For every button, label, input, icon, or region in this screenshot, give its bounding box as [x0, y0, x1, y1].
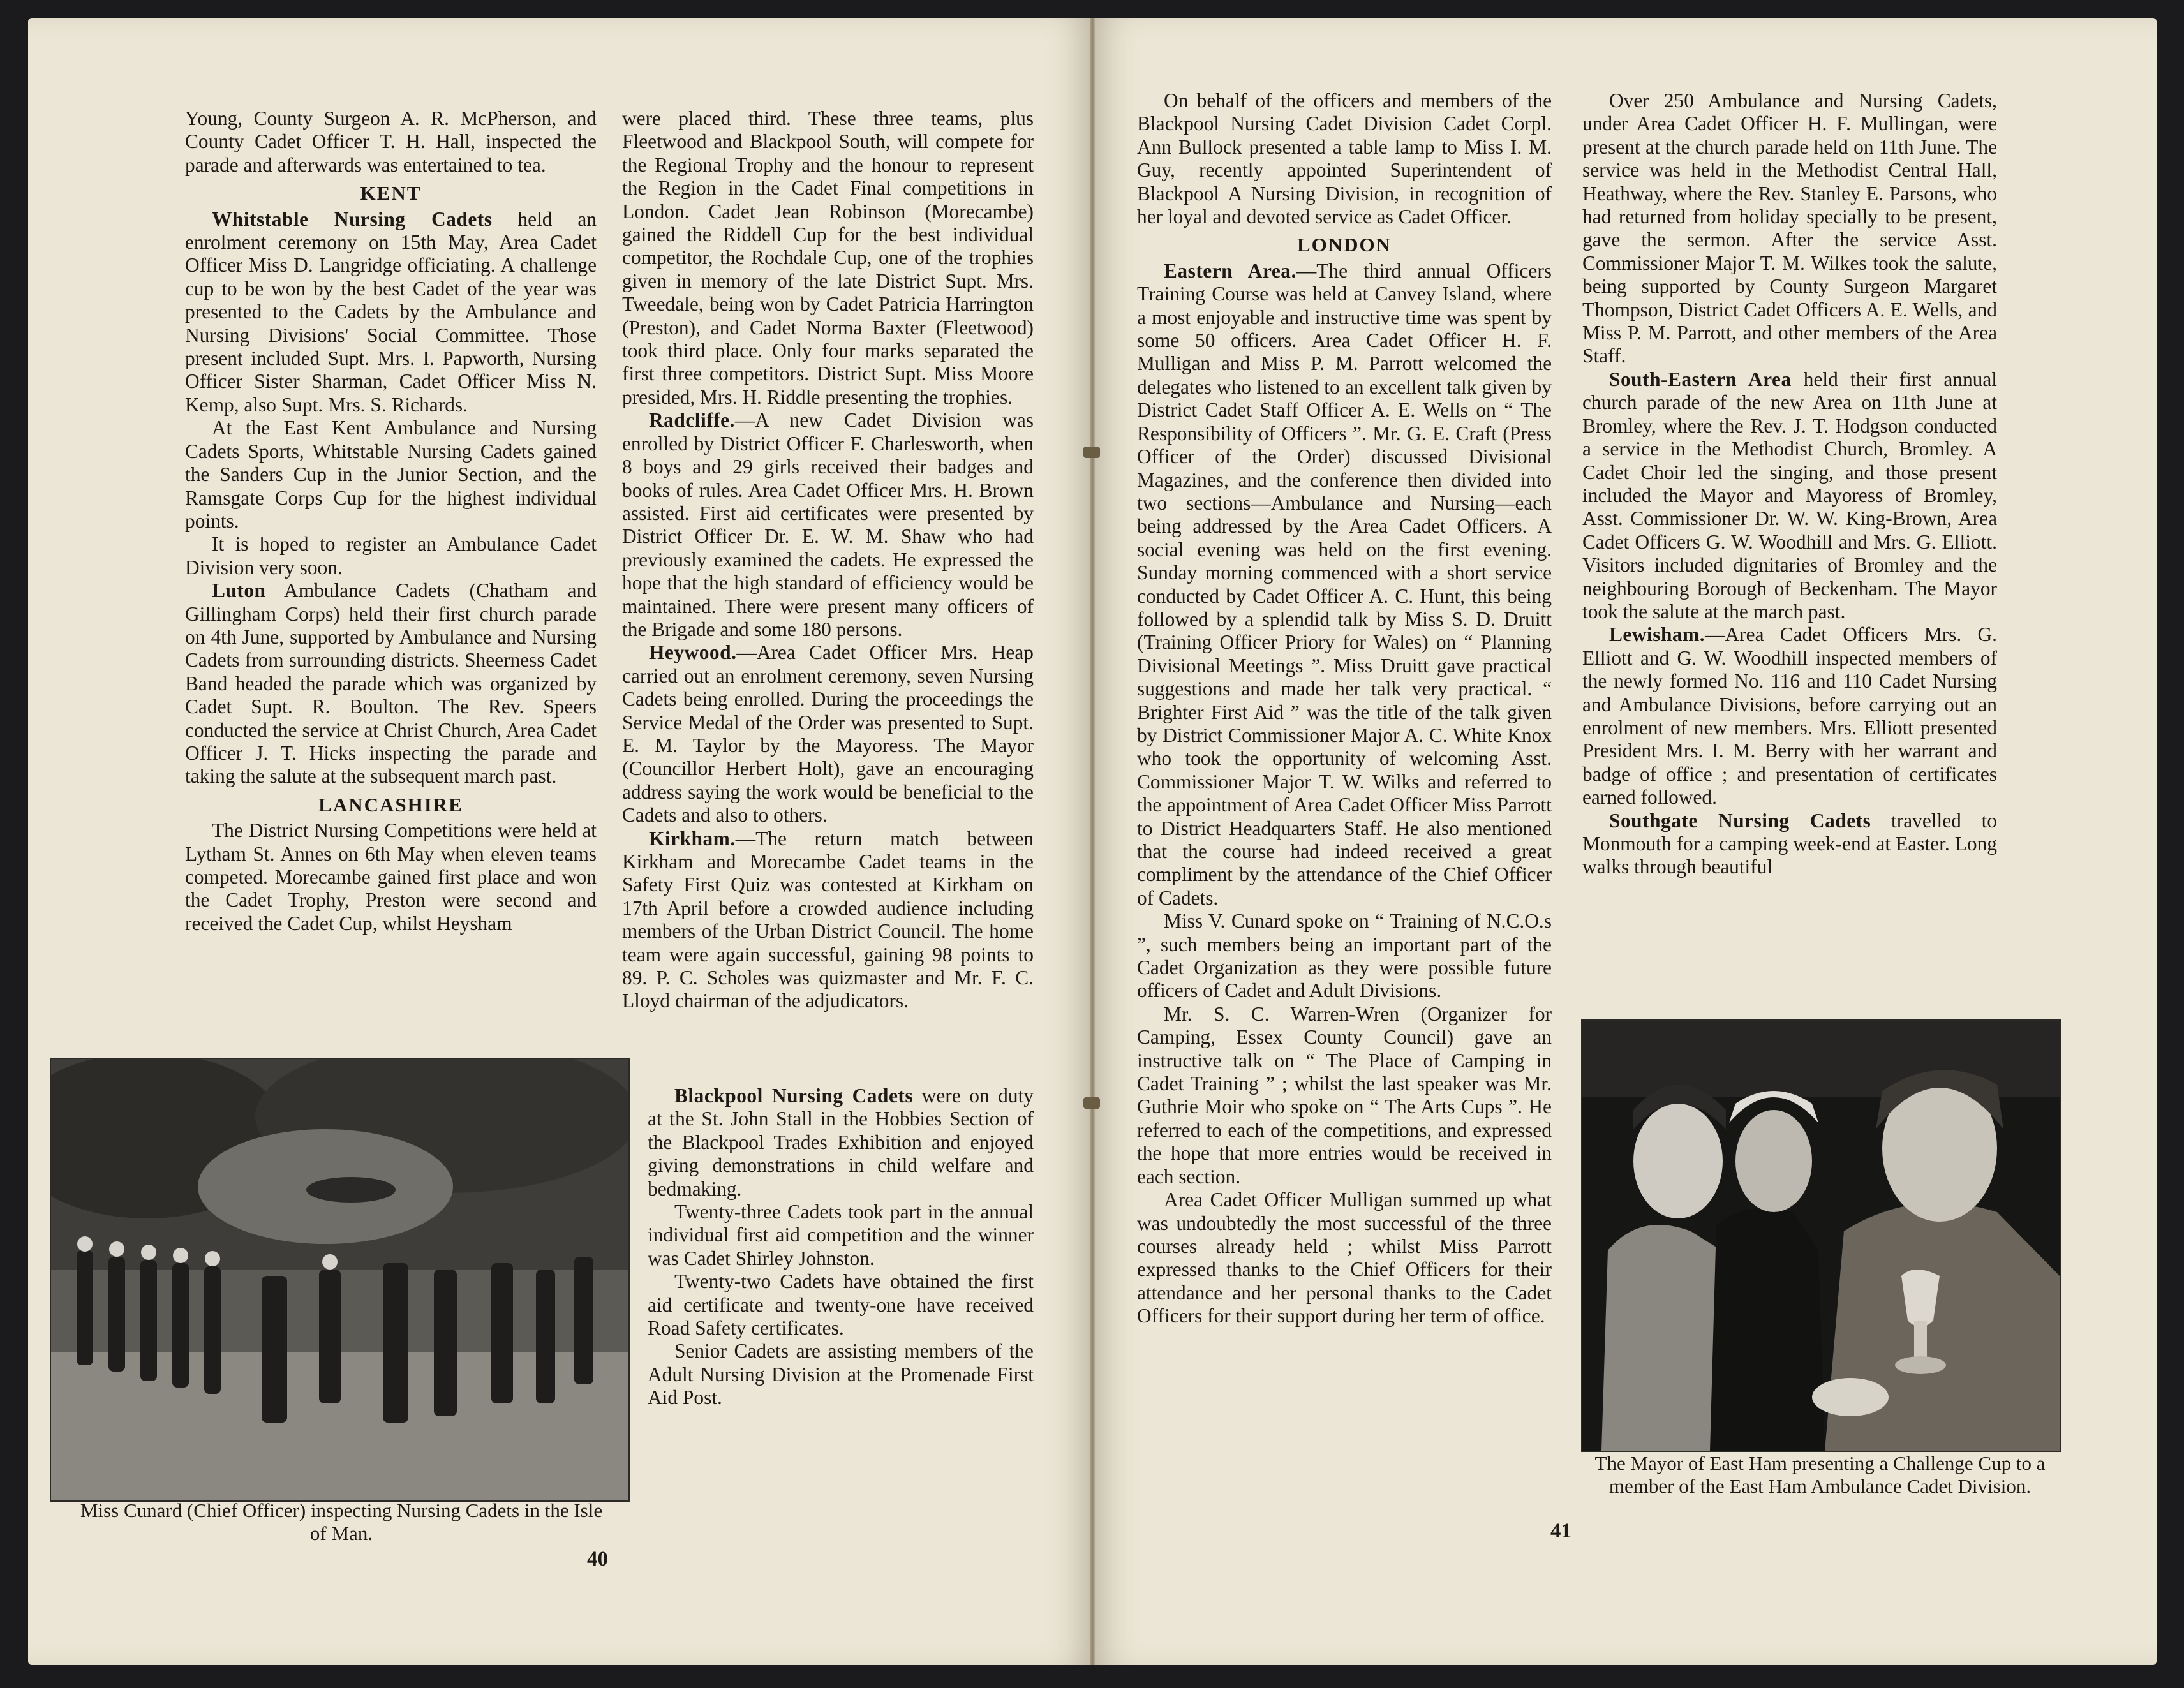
paragraph [185, 208, 597, 417]
left-column-2 [622, 107, 1034, 1013]
paragraph: It is hoped to register an Ambulance Cadet Division very soon. [185, 533, 597, 579]
paragraph-text: held their first annual church parade of the new Area on 11th June at Bromley, where the Rev. J. T. Hodgson conducted a service in the Methodist Church, Bromley. A Cadet Choir led the singing, and those present included the Mayor and Mayoress of Bromley, Asst. Commissioner Dr. W. W. King-Brown, Area Cadet Officers G. W. Woodhill and Mrs. G. Elliott. Visitors included dignitaries of Bromley and the neighbouring Borough of Beckenham. The Mayor took the salute at the march past. [1582, 367, 1997, 623]
paragraph: Twenty-two Cadets have obtained the first aid certificate and twenty-one have received Road Safety certificates. [648, 1270, 1034, 1340]
paragraph [1582, 623, 1997, 809]
lead-in: South-Eastern Area [1609, 367, 1792, 390]
lead-in: Blackpool Nursing Cadets [674, 1085, 914, 1107]
right-column-2 [1582, 89, 1997, 879]
paragraph [622, 827, 1034, 1013]
staple-bottom [1083, 1097, 1100, 1109]
paragraph [622, 641, 1034, 827]
lead-in: Radcliffe. [649, 409, 735, 432]
paragraph [648, 1085, 1034, 1201]
section-heading-london: LONDON [1296, 233, 1392, 256]
paragraph [622, 409, 1034, 641]
paragraph: were placed third. These three teams, plus Fleetwood and Blackpool South, will compete for the Regional Trophy and the honour to represent the Region in the Cadet Final competitions in London. Cadet Jean Robinson (Morecambe) gained the Riddell Cup for the best individual competitor, the Rochdale Cup, one of the trophies given in memory of the late District Supt. Mrs. Tweedale, being won by Cadet Patricia Harrington (Preston), and Cadet Norma Baxter (Fleetwood) took third place. Only four marks separated the first three competitors. District Supt. Miss Moore presided, Mrs. H. Riddle presenting the trophies. [622, 107, 1034, 408]
paragraph-text: —The third annual Officers Training Course was held at Canvey Island, where a most enjoyable and instructive time was spent by some 50 officers. Area Cadet Officer H. F. Mulligan and Miss P. M. Parrott welcomed the delegates who listened to an excellent talk given by District Cadet Staff Officer A. E. Wells on “ The Responsibility of Officers ”. Mr. G. E. Craft (Press Officer of the Order) discussed Divisional Magazines, and the conference then divided into two sections—Ambulance and Nursing—each being addressed by the Area Cadet Officers. A social evening was held on the first evening. Sunday morning commenced with a short service conducted by Cadet Officer A. C. Hunt, this being followed by a splendid talk by Miss S. D. Druitt (Training Officer Priory for Wales) on “ Planning Divisional Meetings ”. Miss Druitt gave practical suggestions and made her talk very practical. “ Brighter First Aid ” was the title of the talk given by District Commissioner Major A. C. White Knox who took the opportunity of welcoming Asst. Commissioner Major T. W. Wilks and referred to the appointment of Area Cadet Officer Miss Parrott to District Headquarters Staff. He also mentioned that the course had indeed received a great compliment by the attendance of the Chief Officer of Cadets. [1137, 259, 1552, 909]
paragraph-text: —A new Cadet Division was enrolled by District Officer F. Charlesworth, when 8 boys and 29 girls received their badges and books of rules. Area Cadet Officer Mrs. H. Brown assisted. First aid certificates were presented by District Officer Dr. E. W. M. Shaw who had previously examined the cadets. He expressed the hope that the high standard of efficiency would be maintained. There were present many officers of the Brigade and some 180 persons. [622, 409, 1034, 640]
section-heading-lancashire: LANCASHIRE [318, 793, 463, 816]
paragraph [1582, 810, 1997, 879]
page-number-left: 40 [587, 1548, 608, 1571]
paragraph-text: —The return match between Kirkham and Morecambe Cadet teams in the Safety First Quiz was contested at Kirkham on 17th April before a crowded audience including members of the Urban District Council. The home team were again successful, gaining 98 points to 89. P. C. Scholes was quizmaster and Mr. F. C. Lloyd chairman of the adjudicators. [622, 827, 1034, 1012]
paragraph-text: Ambulance Cadets (Chatham and Gillingham Corps) held their first church parade on 4th June, supported by Ambulance and Nursing Cadets from surrounding districts. Sheerness Cadet Band headed the parade which was organized by Cadet Supt. R. Boulton. The Rev. Speers conducted the service at Christ Church, Area Cadet Officer J. T. Hicks inspecting the parade and taking the salute at the subsequent march past. [185, 579, 597, 788]
lead-in: Kirkham. [649, 827, 736, 850]
lead-in: Lewisham. [1609, 623, 1705, 646]
photo-parade-image [51, 1059, 628, 1500]
page-number-right: 41 [1550, 1520, 1571, 1543]
paragraph [1582, 368, 1997, 623]
paragraph [185, 579, 597, 788]
paragraph-text: were on duty at the St. John Stall in the Hobbies Section of the Blackpool Trades Exhibition and enjoyed giving demonstrations in child welfare and bedmaking. [648, 1085, 1034, 1200]
paragraph: Twenty-three Cadets took part in the annual individual first aid competition and the winner was Cadet Shirley Johnston. [648, 1201, 1034, 1270]
section-heading-kent: KENT [360, 182, 422, 205]
left-column-2-lower [648, 1085, 1034, 1410]
lead-in: Luton [212, 579, 266, 602]
paragraph [1137, 260, 1552, 910]
lead-in: Heywood. [649, 641, 737, 664]
paragraph: Senior Cadets are assisting members of the Adult Nursing Division at the Promenade First Aid Post. [648, 1340, 1034, 1409]
paragraph-text: held an enrolment ceremony on 15th May, Area Cadet Officer Miss D. Langridge officiating. A challenge cup to be won by the best Cadet of the year was presented to the Cadets by the Ambulance and Nursing Divisions' Social Committee. Those present included Supt. Mrs. I. Papworth, Nursing Officer Sister Sharman, Cadet Officer Miss N. Kemp, also Supt. Mrs. S. Richards. [185, 207, 597, 416]
photo-challenge-cup-image [1582, 1021, 2060, 1451]
spine-gutter [1090, 18, 1095, 1665]
paragraph: On behalf of the officers and members of the Blackpool Nursing Cadet Division Cadet Corpl. Ann Bullock presented a table lamp to Miss I. M. Guy, recently appointed Superintendent of Blackpool A Nursing Division, in recognition of her loyal and devoted service as Cadet Officer. [1137, 89, 1552, 228]
paragraph: Young, County Surgeon A. R. McPherson, and County Cadet Officer T. H. Hall, inspected the parade and afterwards was entertained to tea. [185, 107, 597, 176]
staple-top [1083, 447, 1100, 458]
paragraph: Area Cadet Officer Mulligan summed up what was undoubtedly the most successful of the three courses already held ; whilst Miss Parrott expressed thanks to the Chief Officers for their attendance and her personal thanks to the Cadet Officers for their support during her term of office. [1137, 1188, 1552, 1328]
paragraph: At the East Kent Ambulance and Nursing Cadets Sports, Whitstable Nursing Cadets gained the Sanders Cup in the Junior Section, and the Ramsgate Corps Cup for the highest individual points. [185, 417, 597, 532]
photo-challenge-cup [1581, 1019, 2061, 1452]
caption-right-photo: The Mayor of East Ham presenting a Challenge Cup to a member of the East Ham Ambulance Cadet Division. [1594, 1452, 2046, 1497]
left-column-1 [185, 107, 597, 935]
paragraph: Mr. S. C. Warren-Wren (Organizer for Camping, Essex County Council) gave an instructive talk on “ The Place of Camping in Cadet Training ” ; whilst the last speaker was Mr. Guthrie Moir who spoke on “ The Arts Cups ”. He referred to each of the competitions, and expressed the hope that more entries would be received in each section. [1137, 1002, 1552, 1188]
lead-in: Southgate Nursing Cadets [1609, 809, 1871, 832]
right-column-1 [1137, 89, 1552, 1328]
paragraph-text: —Area Cadet Officer Mrs. Heap carried out an enrolment ceremony, seven Nursing Cadets being enrolled. During the proceedings the Service Medal of the Order was presented to Supt. E. M. Taylor by the Mayoress. The Mayor (Councillor Herbert Holt), gave an encouraging address saying the work would be beneficial to the Cadets and also to others. [622, 641, 1034, 827]
lead-in: Whitstable Nursing Cadets [212, 207, 493, 230]
caption-left-photo: Miss Cunard (Chief Officer) inspecting Nursing Cadets in the Isle of Man. [80, 1499, 603, 1544]
paragraph: Miss V. Cunard spoke on “ Training of N.C.O.s ”, such members being an important part of the Cadet Organization as they were possible future officers of Cadet and Adult Divisions. [1137, 910, 1552, 1002]
lead-in: Eastern Area. [1164, 259, 1296, 282]
paragraph: Over 250 Ambulance and Nursing Cadets, under Area Cadet Officer H. F. Mullingan, were present at the church parade held on 11th June. The service was held in the Methodist Central Hall, Heathway, where the Rev. Stanley E. Parsons, who had returned from holiday specially to be present, gave the sermon. After the service Asst. Commissioner Major T. M. Wilkes took the salute, being supported by County Surgeon Margaret Thompson, District Cadet Officers A. E. Wells, and Miss P. M. Parrott, and other members of the Area Staff. [1582, 89, 1997, 367]
photo-parade-inspection [50, 1058, 630, 1502]
paragraph: The District Nursing Competitions were held at Lytham St. Annes on 6th May when eleven teams competed. Morecambe gained first place and won the Cadet Trophy, Preston were second and received the Cadet Cup, whilst Heysham [185, 819, 597, 935]
paragraph-text: travelled to Monmouth for a camping week-end at Easter. Long walks through beautiful [1582, 809, 1997, 878]
paragraph-text: —Area Cadet Officers Mrs. G. Elliott and G. W. Woodhill inspected members of the newly formed No. 116 and 110 Cadet Nursing and Ambulance Divisions, before carrying out an enrolment of new members. Mrs. Elliott presented President Mrs. I. M. Berry with her warrant and badge of office ; and presentation of certificates earned followed. [1582, 623, 1997, 809]
